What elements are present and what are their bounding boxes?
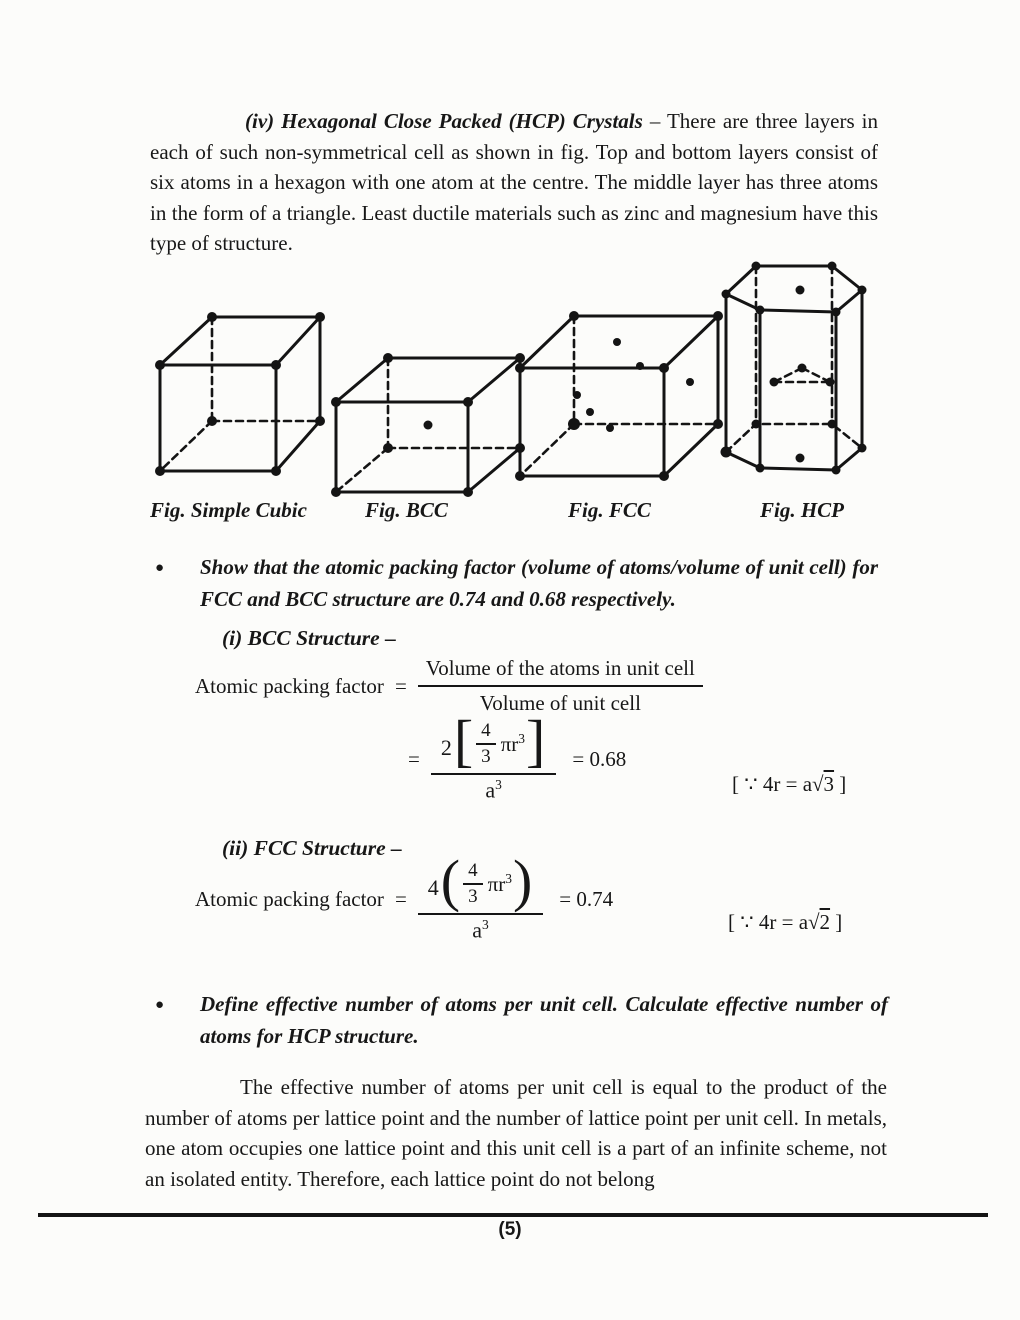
hcp-description-paragraph	[150, 106, 878, 259]
volume-ratio-fraction	[418, 656, 703, 716]
face-center-atom	[573, 391, 581, 399]
sqrt-icon: √	[812, 772, 824, 796]
atom-count-coefficient: 4	[427, 875, 439, 901]
fcc-condition-note: [ ∵ 4r = a√2 ]	[728, 910, 843, 934]
pi-r-cubed: $\pi r^3$	[500, 730, 526, 756]
question-effective-atoms: Define effective number of atoms per unit cell. Calculate effective number of atoms for HCP structure.	[200, 992, 888, 1048]
caption-hcp: Fig. HCP	[760, 498, 845, 522]
bracket-close: ]	[526, 708, 546, 773]
face-center-atom	[586, 408, 594, 416]
footer-divider	[38, 1213, 988, 1217]
a-cubed: $a^3$	[485, 777, 502, 803]
hcp-paragraph-lead: (iv) Hexagonal Close Packed (HCP) Crystals	[245, 109, 643, 133]
hcp-diagram	[716, 250, 881, 495]
apf-label: Atomic packing factor	[195, 673, 384, 698]
equals-sign: =	[394, 673, 407, 698]
caption-bcc: Fig. BCC	[365, 498, 448, 522]
page-number: (5)	[498, 1219, 522, 1240]
caption-fcc: Fig. FCC	[568, 498, 651, 522]
bullet-icon: ●	[155, 560, 165, 576]
apf-label: Atomic packing factor	[195, 887, 384, 912]
paren-open: (	[440, 848, 461, 913]
pi-r-cubed: $\pi r^3$	[487, 870, 512, 896]
four-thirds-fraction: 4 3	[463, 861, 483, 907]
fraction-numerator: Volume of the atoms in unit cell	[418, 656, 703, 687]
bracket-open: [	[453, 708, 474, 773]
face-center-atom	[606, 424, 614, 432]
top-center-atom	[796, 286, 805, 295]
equals-sign: =	[394, 887, 407, 912]
bcc-result-value: = 0.68	[572, 747, 627, 772]
hcp-paragraph-rest: – There are three layers in each of such non-symmetrical cell as shown in fig. Top and bottom layers consist of six atoms in a hexagon with one atom at the centre. The middle layer has three atoms in the form of a triangle. Least ductile materials such as zinc and magnesium have this type of structure.	[150, 109, 878, 255]
effective-number-paragraph: The effective number of atoms per unit cell is equal to the product of the number of atoms per lattice point and the number of lattice point per unit cell. In metals, one atom occupies one lattice point and this unit cell is a part of an infinite scheme, not an isolated entity. Therefore, each lattice point do not belong	[145, 1075, 887, 1191]
atom-count-coefficient: 2	[440, 735, 452, 761]
four-thirds-fraction: 4 3	[476, 721, 496, 767]
bullet-icon: ●	[155, 997, 165, 1013]
hcp-figure	[716, 250, 881, 495]
caption-simple-cubic: Fig. Simple Cubic	[150, 498, 307, 522]
fcc-result-value: = 0.74	[559, 887, 614, 912]
face-center-atom	[686, 378, 694, 386]
equals-sign: =	[408, 747, 420, 772]
question-packing-factor: Show that the atomic packing factor (volume of atoms/volume of unit cell) for FCC and BCC structure are 0.74 and 0.68 respectively.	[200, 555, 878, 611]
bcc-structure-heading: (i) BCC Structure –	[222, 626, 396, 650]
fcc-figure	[512, 300, 727, 485]
bcc-figure	[328, 350, 528, 500]
fcc-structure-heading: (ii) FCC Structure –	[222, 836, 402, 860]
simple-cubic-diagram	[148, 303, 328, 488]
a-cubed: $a^3$	[472, 917, 489, 943]
body-center-atom	[424, 421, 433, 430]
bcc-packing-fraction	[431, 708, 557, 803]
middle-layer-atom	[826, 378, 835, 387]
bcc-calculation	[408, 708, 627, 803]
bottom-center-atom	[796, 454, 805, 463]
bcc-condition-note: [ ∵ 4r = a√3 ]	[732, 772, 847, 796]
face-center-atom	[613, 338, 621, 346]
face-center-atom	[636, 362, 644, 370]
middle-layer-atom	[770, 378, 779, 387]
fcc-diagram	[512, 300, 727, 485]
bcc-apf-definition	[195, 656, 703, 716]
paren-close: )	[512, 848, 533, 913]
bcc-diagram	[328, 350, 528, 500]
sqrt-icon: √	[808, 910, 820, 934]
fraction-denominator: Volume of unit cell	[479, 691, 641, 715]
middle-layer-atom	[798, 364, 807, 373]
simple-cubic-figure	[148, 303, 328, 488]
fcc-packing-fraction	[418, 848, 544, 943]
